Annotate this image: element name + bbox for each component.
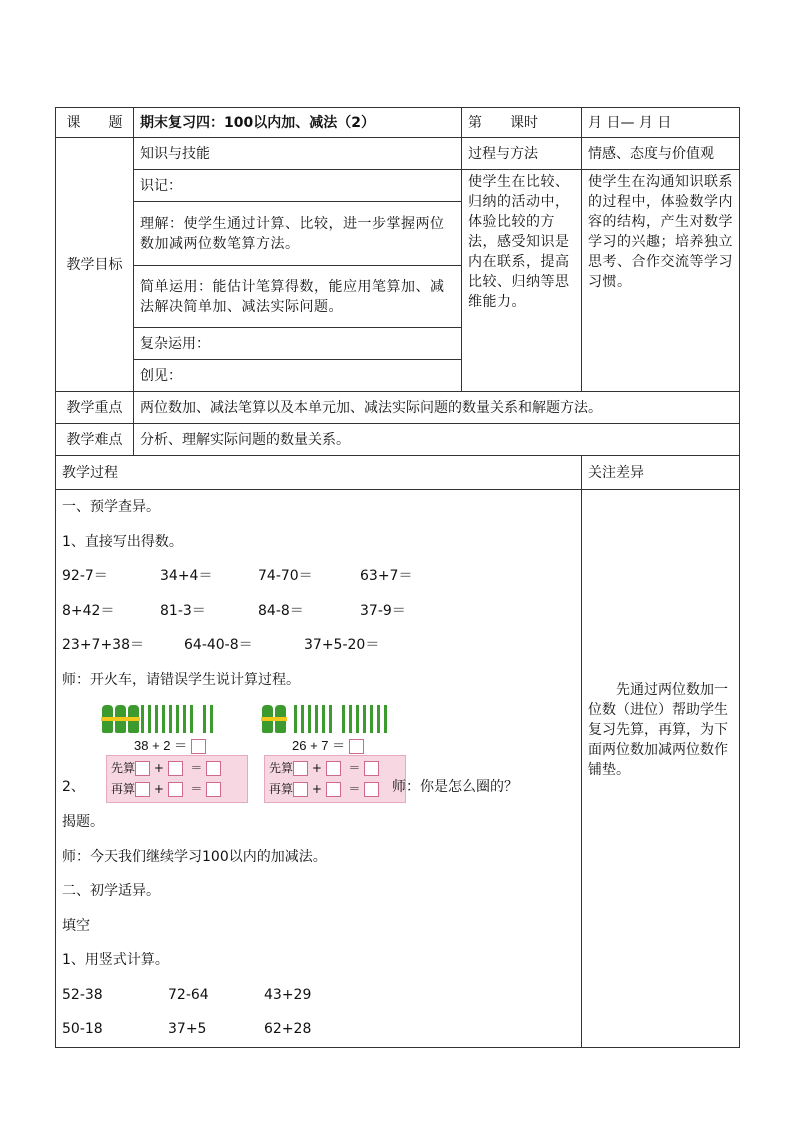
expr: 34+4＝ — [160, 568, 213, 584]
period-label: 第 课时 — [462, 108, 582, 138]
diff-note: 先通过两位数加一位数（进位）帮助学生复习先算，再算，为下面两位数加减两位数作铺垫。 — [582, 490, 740, 1048]
item-direct-write: 1、直接写出得数。 — [62, 533, 183, 550]
counting-sticks-figure — [102, 703, 402, 798]
expr: 23+7+38＝ — [62, 637, 144, 653]
stick-bundle-icon — [102, 705, 113, 733]
section-preview: 一、预学查异。 — [62, 499, 160, 515]
teacher-line-2: 师：你是怎么圈的？ — [392, 779, 518, 795]
mental-row-1 — [62, 559, 575, 594]
col-attitude: 情感、态度与价值观 — [582, 138, 740, 170]
mental-row-3 — [62, 628, 575, 663]
expr: 62+28 — [264, 1021, 312, 1037]
expr: 52-38 — [62, 986, 103, 1003]
expr: 92-7＝ — [62, 568, 108, 584]
course-label: 课 题 — [56, 108, 134, 138]
reveal-topic: 揭题。 — [62, 814, 104, 830]
date-label: 月 日— 月 日 — [582, 108, 740, 138]
item-vertical-calc: 1、用竖式计算。 — [62, 952, 169, 968]
process-method-text: 使学生在比较、归纳的活动中，体验比较的方法，感受知识是内在联系，提高比较、归纳等思维能力。 — [462, 170, 582, 392]
figure-row — [62, 697, 575, 805]
attitude-text: 使学生在沟通知识联系的过程中，体验数学内容的结构，产生对数学学习的兴趣；培养独立思考、合作交流等学习习惯。 — [582, 170, 740, 392]
col-knowledge: 知识与技能 — [134, 138, 462, 170]
expr: 37+5 — [168, 1021, 207, 1037]
lesson-plan-table — [55, 107, 740, 1048]
expr: 74-70＝ — [258, 568, 313, 584]
goal-understand: 理解：使学生通过计算、比较，进一步掌握两位数加减两位数笔算方法。 — [134, 202, 462, 266]
mental-row-2 — [62, 594, 575, 629]
stick-bundle-icon — [115, 705, 126, 733]
lesson-title: 期末复习四：100以内加、减法（2） — [134, 108, 462, 138]
expr: 50-18 — [62, 1021, 103, 1037]
expr: 37+5-20＝ — [304, 637, 380, 653]
process-label: 教学过程 — [56, 456, 582, 490]
expr: 84-8＝ — [258, 602, 304, 619]
goal-simple-use: 简单运用：能估计笔算得数，能应用笔算加、减法解决简单加、减法实际问题。 — [134, 266, 462, 328]
goals-label: 教学目标 — [56, 138, 134, 392]
expr: 37-9＝ — [360, 602, 406, 619]
expr: 72-64 — [168, 986, 209, 1003]
stick-bundle-icon — [275, 705, 286, 733]
equation-2: 26 + 7 ＝ — [292, 736, 364, 756]
calc-row-2 — [62, 1012, 575, 1047]
item-2-number: 2、 — [62, 779, 85, 795]
teacher-line-3: 师：今天我们继续学习100以内的加减法。 — [62, 848, 327, 865]
difficulty-label: 教学难点 — [56, 424, 134, 456]
goal-memorize: 识记： — [134, 170, 462, 202]
difficulty-text: 分析、理解实际问题的数量关系。 — [134, 424, 740, 456]
expr: 43+29 — [264, 986, 312, 1003]
process-content — [56, 490, 582, 1048]
sticks-group-1 — [102, 703, 217, 733]
col-process: 过程与方法 — [462, 138, 582, 170]
stick-bundle-icon — [262, 705, 273, 733]
teacher-line-1: 师：开火车，请错误学生说计算过程。 — [62, 671, 300, 688]
goal-create: 创见： — [134, 360, 462, 392]
equation-1: 38 + 2 ＝ — [134, 736, 206, 756]
answer-box — [191, 739, 206, 754]
expr: 8+42＝ — [62, 602, 115, 619]
goal-complex-use: 复杂运用： — [134, 328, 462, 360]
focus-label: 教学重点 — [56, 392, 134, 424]
expr: 63+7＝ — [360, 568, 413, 584]
expr: 81-3＝ — [160, 602, 206, 619]
stick-bundle-icon — [128, 705, 139, 733]
focus-text: 两位数加、减法笔算以及本单元加、减法实际问题的数量关系和解题方法。 — [134, 392, 740, 424]
fill-blank-label: 填空 — [62, 917, 90, 934]
sticks-group-2 — [262, 703, 391, 733]
steps-panel-2: 先算 + ＝ 再算 + ＝ — [264, 755, 406, 803]
expr: 64-40-8＝ — [184, 637, 253, 653]
diff-label: 关注差异 — [582, 456, 740, 490]
answer-box — [349, 739, 364, 754]
calc-row-1 — [62, 978, 575, 1013]
steps-panel-1: 先算 + ＝ 再算 + ＝ — [106, 755, 248, 803]
section-initial: 二、初学适异。 — [62, 883, 160, 899]
